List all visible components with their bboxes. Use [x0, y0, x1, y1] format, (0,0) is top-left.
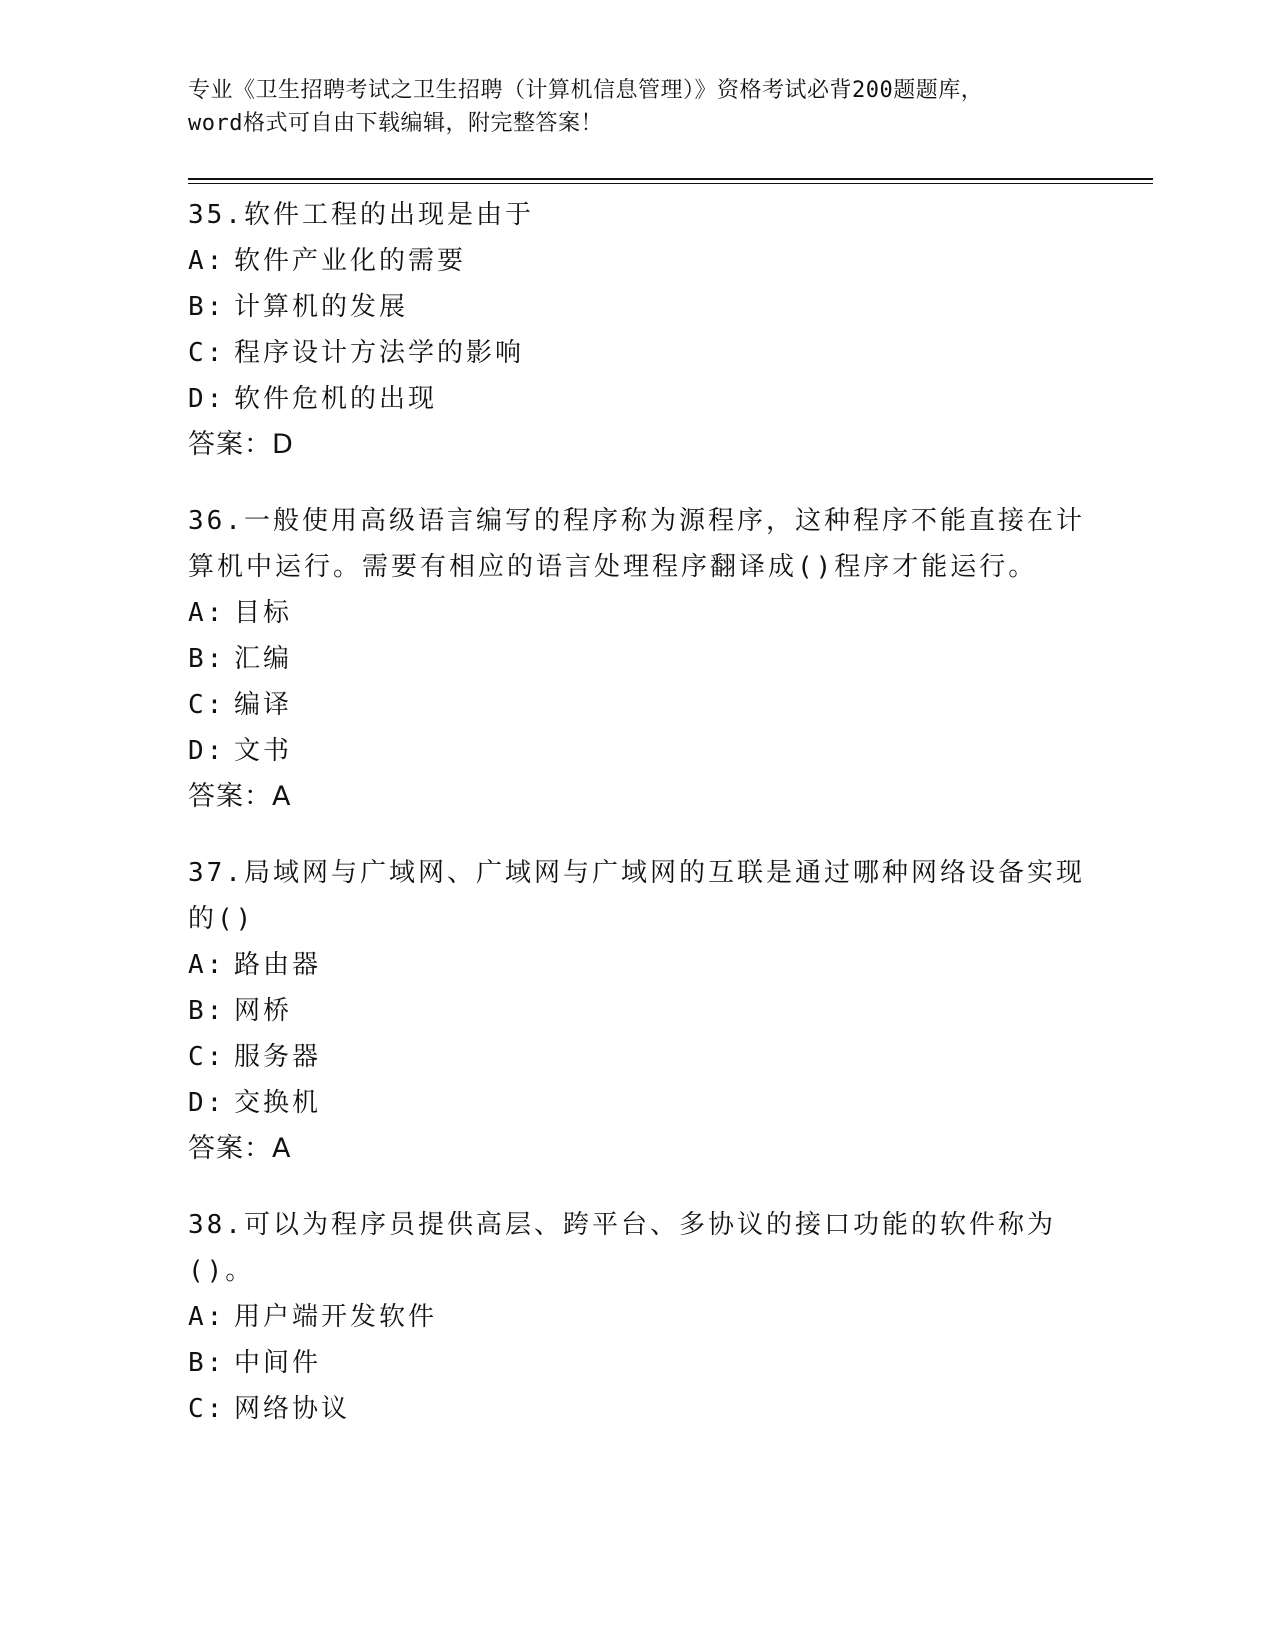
option-key: B:	[188, 1348, 226, 1378]
option-text: 网桥	[234, 996, 293, 1026]
question-list	[188, 192, 1088, 1462]
option-key: A:	[188, 246, 226, 276]
option-c	[188, 682, 1088, 728]
option-d	[188, 1080, 1088, 1126]
option-text: 程序设计方法学的影响	[234, 338, 525, 368]
option-key: C:	[188, 1394, 226, 1424]
option-b	[188, 284, 1088, 330]
option-a	[188, 1294, 1088, 1340]
option-key: B:	[188, 292, 226, 322]
option-key: D:	[188, 736, 226, 766]
question-35	[188, 192, 1088, 468]
answer-label: 答案：A	[188, 1133, 292, 1164]
header-divider-thick	[188, 178, 1153, 180]
option-c	[188, 1034, 1088, 1080]
option-text: 交换机	[234, 1088, 322, 1118]
question-stem: 35.软件工程的出现是由于	[188, 200, 534, 230]
option-text: 网络协议	[234, 1394, 351, 1424]
question-stem: 36.一般使用高级语言编写的程序称为源程序，这种程序不能直接在计算机中运行。需要有相应的语言处理程序翻译成()程序才能运行。	[188, 506, 1085, 582]
option-c	[188, 330, 1088, 376]
header-line-2: word格式可自由下载编辑，附完整答案！	[188, 111, 603, 136]
option-b	[188, 636, 1088, 682]
option-text: 汇编	[234, 644, 293, 674]
option-text: 目标	[234, 598, 293, 628]
option-d	[188, 376, 1088, 422]
answer-label: 答案：D	[188, 429, 294, 460]
option-text: 用户端开发软件	[234, 1302, 438, 1332]
header-line-1: 专业《卫生招聘考试之卫生招聘（计算机信息管理）》资格考试必背200题题库，	[188, 78, 984, 103]
option-text: 服务器	[234, 1042, 322, 1072]
option-key: D:	[188, 384, 226, 414]
option-a	[188, 942, 1088, 988]
option-a	[188, 590, 1088, 636]
answer-label: 答案：A	[188, 781, 292, 812]
option-key: A:	[188, 598, 226, 628]
option-text: 计算机的发展	[234, 292, 409, 322]
header-divider-thin	[188, 183, 1153, 184]
option-text: 文书	[234, 736, 293, 766]
option-b	[188, 1340, 1088, 1386]
question-37	[188, 850, 1088, 1172]
option-d	[188, 728, 1088, 774]
option-key: D:	[188, 1088, 226, 1118]
option-a	[188, 238, 1088, 284]
document-header	[188, 74, 1078, 140]
option-key: B:	[188, 644, 226, 674]
option-key: B:	[188, 996, 226, 1026]
option-b	[188, 988, 1088, 1034]
option-key: C:	[188, 1042, 226, 1072]
option-c	[188, 1386, 1088, 1432]
option-key: C:	[188, 690, 226, 720]
option-key: A:	[188, 1302, 226, 1332]
option-text: 软件产业化的需要	[234, 246, 467, 276]
option-text: 中间件	[234, 1348, 322, 1378]
option-text: 软件危机的出现	[234, 384, 438, 414]
option-text: 路由器	[234, 950, 322, 980]
option-key: A:	[188, 950, 226, 980]
question-36	[188, 498, 1088, 820]
question-stem: 37.局域网与广域网、广域网与广域网的互联是通过哪种网络设备实现的()	[188, 858, 1085, 934]
option-text: 编译	[234, 690, 293, 720]
option-key: C:	[188, 338, 226, 368]
question-stem: 38.可以为程序员提供高层、跨平台、多协议的接口功能的软件称为()。	[188, 1210, 1056, 1286]
question-38	[188, 1202, 1088, 1432]
